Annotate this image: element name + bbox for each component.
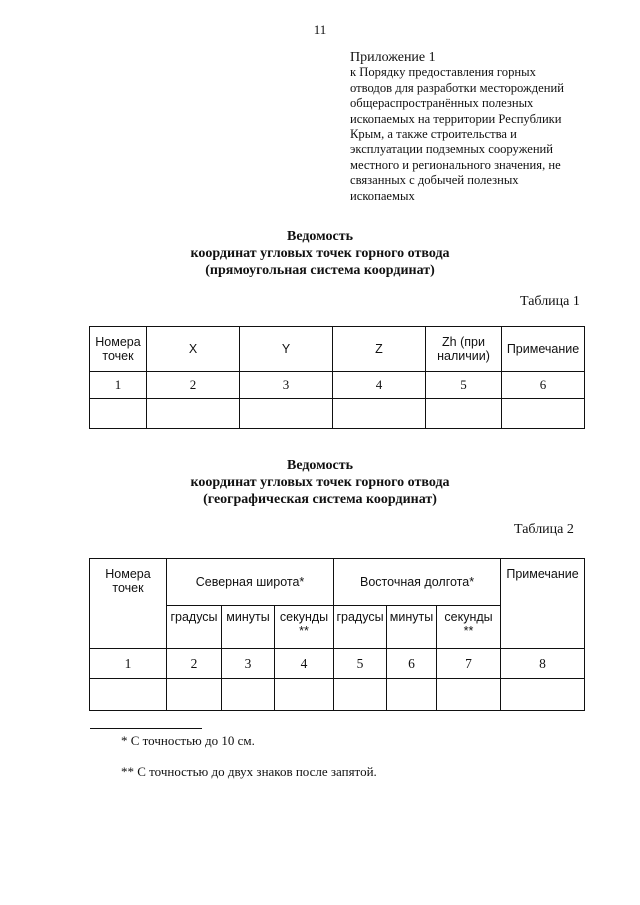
table-cell bbox=[90, 679, 167, 711]
column-number: 8 bbox=[501, 649, 585, 679]
table-row-empty bbox=[90, 399, 585, 429]
column-number: 5 bbox=[334, 649, 387, 679]
column-number: 6 bbox=[387, 649, 437, 679]
header-north-latitude: Северная широта* bbox=[167, 559, 334, 606]
table2-label: Таблица 2 bbox=[514, 522, 574, 537]
appendix-line: связанных с добычей полезных bbox=[350, 173, 519, 188]
table-cell bbox=[426, 399, 502, 429]
table2 bbox=[89, 558, 585, 711]
heading-line: Ведомость bbox=[286, 458, 354, 473]
heading-line: (географическая система координат) bbox=[203, 492, 437, 507]
appendix-block bbox=[350, 50, 640, 204]
header-y: Y bbox=[240, 327, 333, 372]
header-point-number: Номера точек bbox=[90, 559, 167, 649]
heading-line: координат угловых точек горного отвода bbox=[190, 475, 450, 490]
appendix-line: ископаемых bbox=[350, 188, 415, 203]
table-cell bbox=[275, 679, 334, 711]
column-number: 6 bbox=[502, 372, 585, 399]
header-east-longitude: Восточная долгота* bbox=[334, 559, 501, 606]
header-degrees: градусы bbox=[167, 606, 222, 649]
appendix-line: эксплуатации подземных сооружений bbox=[350, 142, 554, 157]
table-cell bbox=[222, 679, 275, 711]
table-cell bbox=[501, 679, 585, 711]
table1-label: Таблица 1 bbox=[520, 294, 580, 309]
header-seconds: секунды ** bbox=[437, 606, 501, 649]
heading-line: (прямоугольная система координат) bbox=[205, 263, 435, 278]
table1 bbox=[89, 326, 585, 429]
appendix-title: Приложение 1 bbox=[350, 50, 436, 65]
header-minutes: минуты bbox=[222, 606, 275, 649]
column-number: 1 bbox=[90, 372, 147, 399]
column-number: 4 bbox=[333, 372, 426, 399]
footnote-2: ** С точностью до двух знаков после запятой. bbox=[121, 764, 377, 779]
footnote-1: * С точностью до 10 см. bbox=[121, 733, 255, 748]
appendix-line: общераспространённых полезных bbox=[350, 96, 534, 111]
heading-line: координат угловых точек горного отвода bbox=[190, 246, 450, 261]
header-x: X bbox=[147, 327, 240, 372]
table-cell bbox=[387, 679, 437, 711]
header-point-number: Номера точек bbox=[90, 327, 147, 372]
column-number: 7 bbox=[437, 649, 501, 679]
column-number: 3 bbox=[240, 372, 333, 399]
table-row-empty bbox=[90, 679, 585, 711]
column-number: 2 bbox=[147, 372, 240, 399]
table-cell bbox=[333, 399, 426, 429]
table-cell bbox=[334, 679, 387, 711]
footnote-divider bbox=[90, 728, 202, 729]
column-number: 2 bbox=[167, 649, 222, 679]
header-minutes: минуты bbox=[387, 606, 437, 649]
table-cell bbox=[90, 399, 147, 429]
column-number: 1 bbox=[90, 649, 167, 679]
table-cell bbox=[502, 399, 585, 429]
table-cell bbox=[147, 399, 240, 429]
section2-heading bbox=[0, 457, 640, 508]
heading-line: Ведомость bbox=[286, 229, 354, 244]
page-number: 11 bbox=[313, 22, 327, 37]
appendix-line: к Порядку предоставления горных bbox=[350, 65, 536, 80]
appendix-line: местного и регионального значения, не bbox=[350, 157, 561, 172]
header-seconds: секунды ** bbox=[275, 606, 334, 649]
appendix-line: отводов для разработки месторождений bbox=[350, 80, 564, 95]
table-cell bbox=[437, 679, 501, 711]
header-zh: Zh (при наличии) bbox=[426, 327, 502, 372]
header-note: Примечание bbox=[501, 559, 585, 649]
column-number: 3 bbox=[222, 649, 275, 679]
appendix-line: ископаемых на территории Республики bbox=[350, 111, 562, 126]
column-number: 4 bbox=[275, 649, 334, 679]
section1-heading bbox=[0, 228, 640, 279]
table-cell bbox=[167, 679, 222, 711]
header-z: Z bbox=[333, 327, 426, 372]
appendix-line: Крым, а также строительства и bbox=[350, 127, 517, 142]
table-cell bbox=[240, 399, 333, 429]
header-note: Примечание bbox=[502, 327, 585, 372]
column-number: 5 bbox=[426, 372, 502, 399]
header-degrees: градусы bbox=[334, 606, 387, 649]
